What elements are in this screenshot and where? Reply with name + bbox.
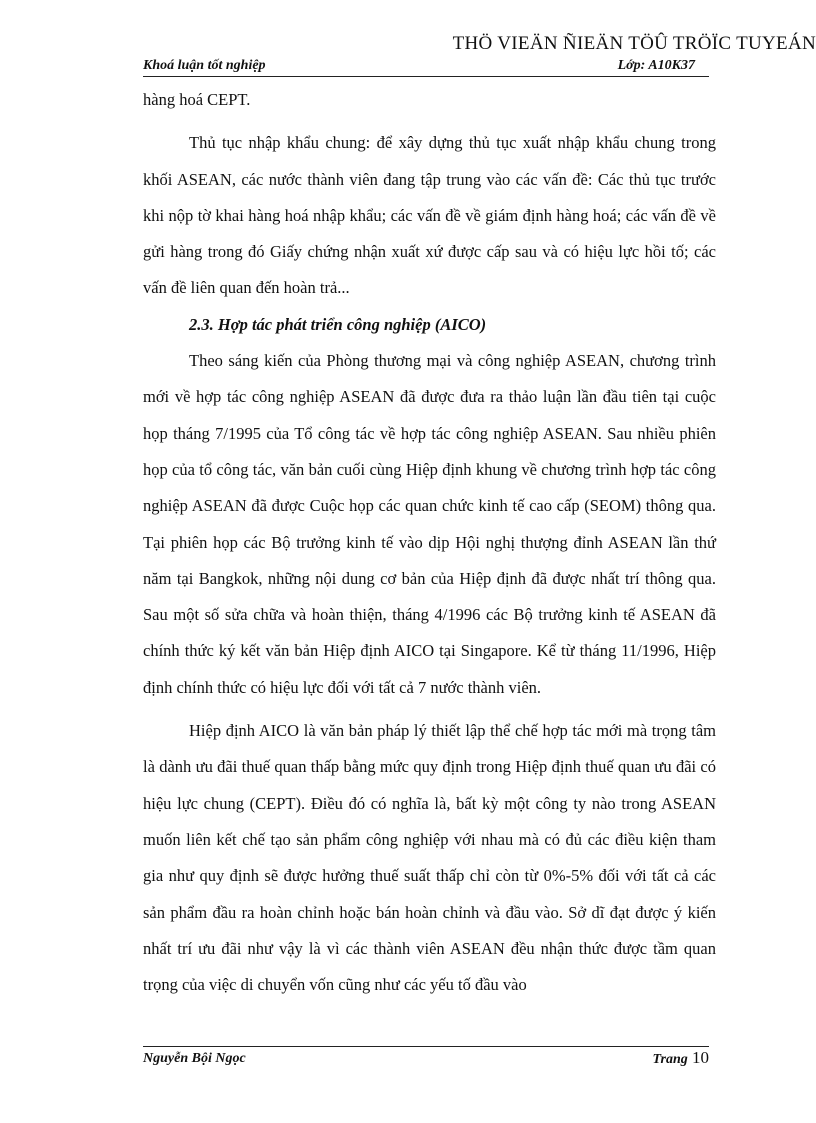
footer-page-number: 10 xyxy=(692,1048,709,1067)
footer-author: Nguyễn Bội Ngọc xyxy=(143,1051,246,1066)
paragraph-aico-agreement: Hiệp định AICO là văn bản pháp lý thiết lập thể chế hợp tác mới mà trọng tâm là dành ưu đãi thuế quan thấp bằng mức quy định trong Hiệp định thuế quan ưu đãi có hiệu lực chung (CEPT). Điều đó có nghĩa là, bất kỳ một công ty nào trong ASEAN muốn liên kết chế tạo sản phẩm công nghiệp với nhau mà có đủ các điều kiện tham gia như quy định sẽ được hưởng thuế suất thấp chỉ còn từ 0%-5% đối với tất cả các sản phẩm đầu ra hoàn chỉnh hoặc bán hoàn chỉnh và đầu vào. Sở dĩ đạt được ý kiến nhất trí ưu đãi như vậy là vì các thành viên ASEAN đều nhận thức được tầm quan trọng của việc di chuyển vốn cũng như các yếu tố đầu vào xyxy=(143,721,716,995)
paragraph-aico-history: Theo sáng kiến của Phòng thương mại và công nghiệp ASEAN, chương trình mới về hợp tác công nghiệp ASEAN đã được đưa ra thảo luận lần đầu tiên tại cuộc họp tháng 7/1995 của Tổ công tác về hợp tác công nghiệp ASEAN. Sau nhiều phiên họp của tổ công tác, văn bản cuối cùng Hiệp định khung về chương trình hợp tác công nghiệp ASEAN đã được Cuộc họp các quan chức kinh tế cao cấp (SEOM) thông qua. Tại phiên họp các Bộ trưởng kinh tế vào dịp Hội nghị thượng đỉnh ASEAN lần thứ năm tại Bangkok, những nội dung cơ bản của Hiệp định đã được nhất trí thông qua. Sau một số sửa chữa và hoàn thiện, tháng 4/1996 các Bộ trưởng kinh tế ASEAN đã chính thức ký kết văn bản Hiệp định AICO tại Singapore. Kể từ tháng 11/1996, Hiệp định chính thức có hiệu lực đối với tất cả 7 nước thành viên. xyxy=(143,351,716,697)
footer-page xyxy=(652,1048,709,1068)
section-heading-aico: 2.3. Hợp tác phát triển công nghiệp (AICO) xyxy=(189,314,487,334)
footer-page-word: Trang xyxy=(652,1052,688,1067)
body-text xyxy=(143,82,716,1003)
header-class-label: Lớp: A10K37 xyxy=(617,58,695,73)
page-footer xyxy=(143,1046,709,1077)
header-thesis-label: Khoá luận tốt nghiệp xyxy=(143,58,266,73)
paragraph-continuation: hàng hoá CEPT. xyxy=(143,90,251,109)
watermark-text: THÖ VIEÄN ÑIEÄN TÖÛ TRÖÏC TUYEÁN xyxy=(452,33,816,54)
paragraph-import-procedure: Thủ tục nhập khẩu chung: để xây dựng thủ tục xuất nhập khẩu chung trong khối ASEAN, các nước thành viên đang tập trung vào các vấn đề: Các thủ tục trước khi nộp tờ khai hàng hoá nhập khẩu; các vấn đề về giám định hàng hoá; các vấn đề về gửi hàng trong đó Giấy chứng nhận xuất xứ được cấp sau và có hiệu lực hồi tố; các vấn đề liên quan đến hoàn trả... xyxy=(143,133,716,298)
page-header xyxy=(143,56,709,77)
